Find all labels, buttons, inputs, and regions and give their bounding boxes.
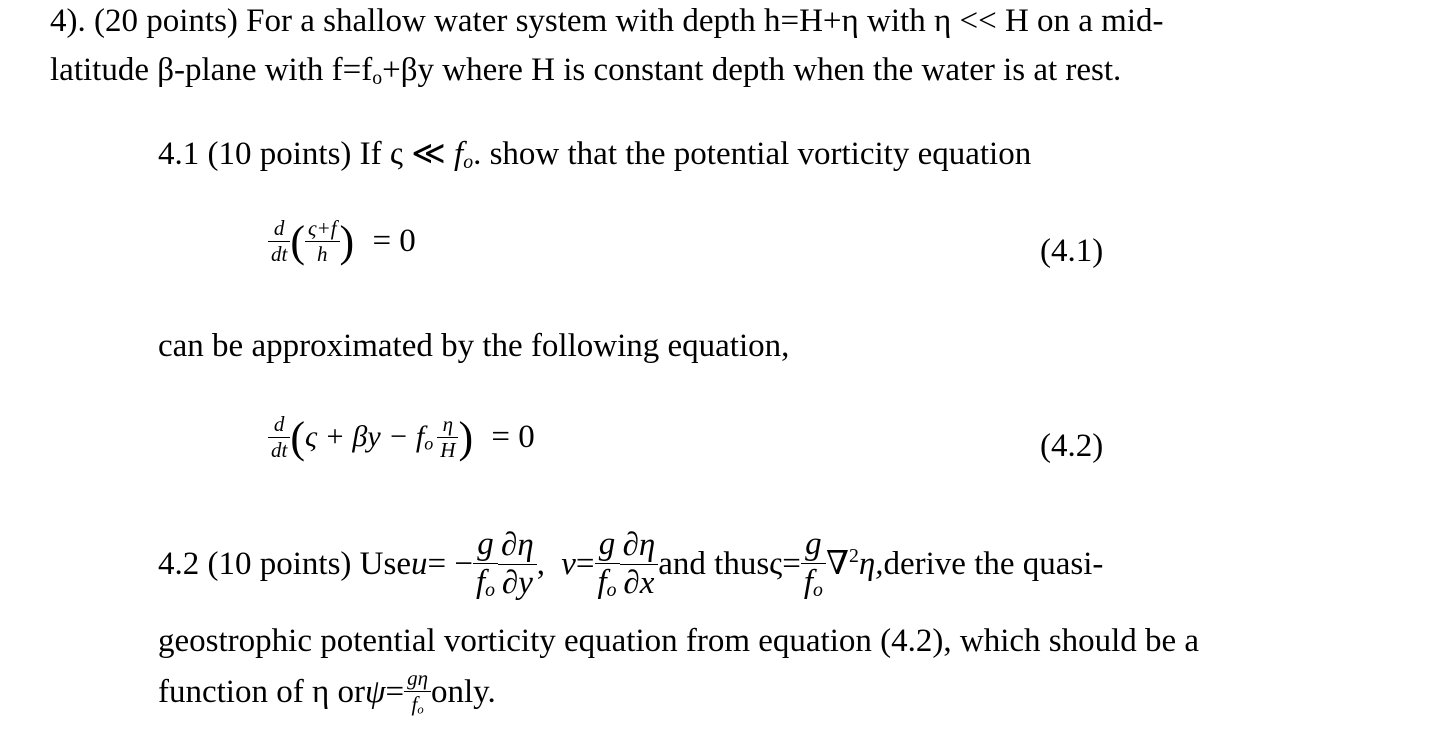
g-numerator: g xyxy=(801,528,826,564)
pv-numerator: ς+f xyxy=(305,218,340,242)
subscript-o: o xyxy=(813,578,823,601)
derivative-fraction xyxy=(268,414,290,461)
equation-body xyxy=(305,422,433,453)
right-paren: ) xyxy=(339,216,355,266)
dx-denominator: ∂x xyxy=(623,564,655,601)
h-denominator: H xyxy=(440,438,456,462)
function-of-text: function of η or xyxy=(158,673,365,710)
right-paren: ) xyxy=(458,412,474,462)
derive-text: derive the quasi- xyxy=(883,545,1104,582)
equals-zero: = 0 xyxy=(491,419,535,455)
equation-body-text: ς + βy − f xyxy=(305,420,425,454)
f-symbol: f xyxy=(454,136,464,172)
part-4-2-line-3 xyxy=(158,668,496,738)
g-eta-over-f-fraction xyxy=(404,668,431,716)
equals-zero: = 0 xyxy=(372,223,416,259)
problem-text-2a: latitude β-plane with f=f xyxy=(50,52,373,88)
v-symbol: v xyxy=(561,545,576,582)
eta-symbol: η, xyxy=(858,546,884,583)
g-numerator: g xyxy=(473,528,498,564)
eta-numerator: η xyxy=(437,414,458,438)
g-eta-numerator: gη xyxy=(404,668,431,692)
u-symbol: u xyxy=(410,545,428,582)
f-denominator: f xyxy=(411,692,418,716)
approximation-text: can be approximated by the following equation, xyxy=(158,328,790,364)
subscript-o: o xyxy=(417,702,424,717)
part-4-1-suffix: . show that the potential vorticity equation xyxy=(473,136,1032,172)
zeta-symbol: ς xyxy=(389,136,403,172)
g-over-f-fraction xyxy=(473,528,498,601)
pv-fraction xyxy=(305,218,340,265)
problem-line-1 xyxy=(50,5,1164,38)
only-text: only. xyxy=(431,673,496,710)
left-paren: ( xyxy=(290,216,305,266)
deta-numerator: ∂η xyxy=(498,529,537,565)
subscript-o: o xyxy=(485,578,496,601)
superscript-2: 2 xyxy=(848,545,859,568)
left-paren: ( xyxy=(290,412,305,462)
laplacian-eta xyxy=(826,547,884,581)
v-equals: = xyxy=(575,545,595,582)
eta-over-h-fraction xyxy=(437,414,458,461)
nabla-symbol: ∇ xyxy=(825,546,849,583)
part-4-1-prefix: 4.1 (10 points) If xyxy=(158,136,390,172)
problem-line-2 xyxy=(50,54,1121,89)
equation-4-1 xyxy=(268,218,416,265)
u-equals: = − xyxy=(427,545,473,582)
subscript-o: o xyxy=(424,433,434,454)
comma: , xyxy=(536,545,545,582)
f-denominator: f xyxy=(597,564,607,600)
problem-text-2b: +βy where H is constant depth when the water is at rest. xyxy=(382,52,1122,88)
equation-4-2 xyxy=(268,414,535,461)
deta-numerator: ∂η xyxy=(620,529,659,565)
subscript-o: o xyxy=(372,66,383,89)
g-over-f-fraction xyxy=(595,528,620,601)
deta-dy-fraction xyxy=(498,526,537,601)
f-denominator: f xyxy=(803,564,814,600)
subscript-o: o xyxy=(463,150,474,173)
part-4-2-statement xyxy=(158,528,1103,618)
part-4-1-statement xyxy=(158,138,1031,173)
pv-denominator: h xyxy=(317,242,328,266)
part-4-2-prefix: 4.2 (10 points) Use xyxy=(158,545,411,582)
zeta-symbol: ς xyxy=(769,545,783,582)
and-thus-text: and thus xyxy=(658,545,770,582)
d-numerator: d xyxy=(268,218,290,242)
dy-denominator: ∂y xyxy=(501,564,533,601)
psi-symbol: ψ xyxy=(364,673,386,710)
g-over-f-fraction xyxy=(801,528,826,601)
much-less-symbol: ≪ xyxy=(402,136,455,172)
problem-text-1: 4). (20 points) For a shallow water system with depth h=H+η with η << H on a mid- xyxy=(50,3,1164,39)
deta-dx-fraction xyxy=(620,526,659,601)
f-denominator: f xyxy=(475,564,486,600)
equation-number-4-2: (4.2) xyxy=(1040,428,1104,464)
part-4-2-line-2: geostrophic potential vorticity equation from equation (4.2), which should be a xyxy=(158,623,1200,659)
derivative-fraction xyxy=(268,218,290,265)
dt-denominator: dt xyxy=(271,438,288,462)
zeta-equals: = xyxy=(782,545,801,582)
psi-equals: = xyxy=(385,673,405,710)
d-numerator: d xyxy=(268,414,290,438)
g-numerator: g xyxy=(595,528,620,564)
equation-number-4-1: (4.1) xyxy=(1040,233,1104,269)
dt-denominator: dt xyxy=(271,242,288,266)
subscript-o: o xyxy=(606,578,617,601)
